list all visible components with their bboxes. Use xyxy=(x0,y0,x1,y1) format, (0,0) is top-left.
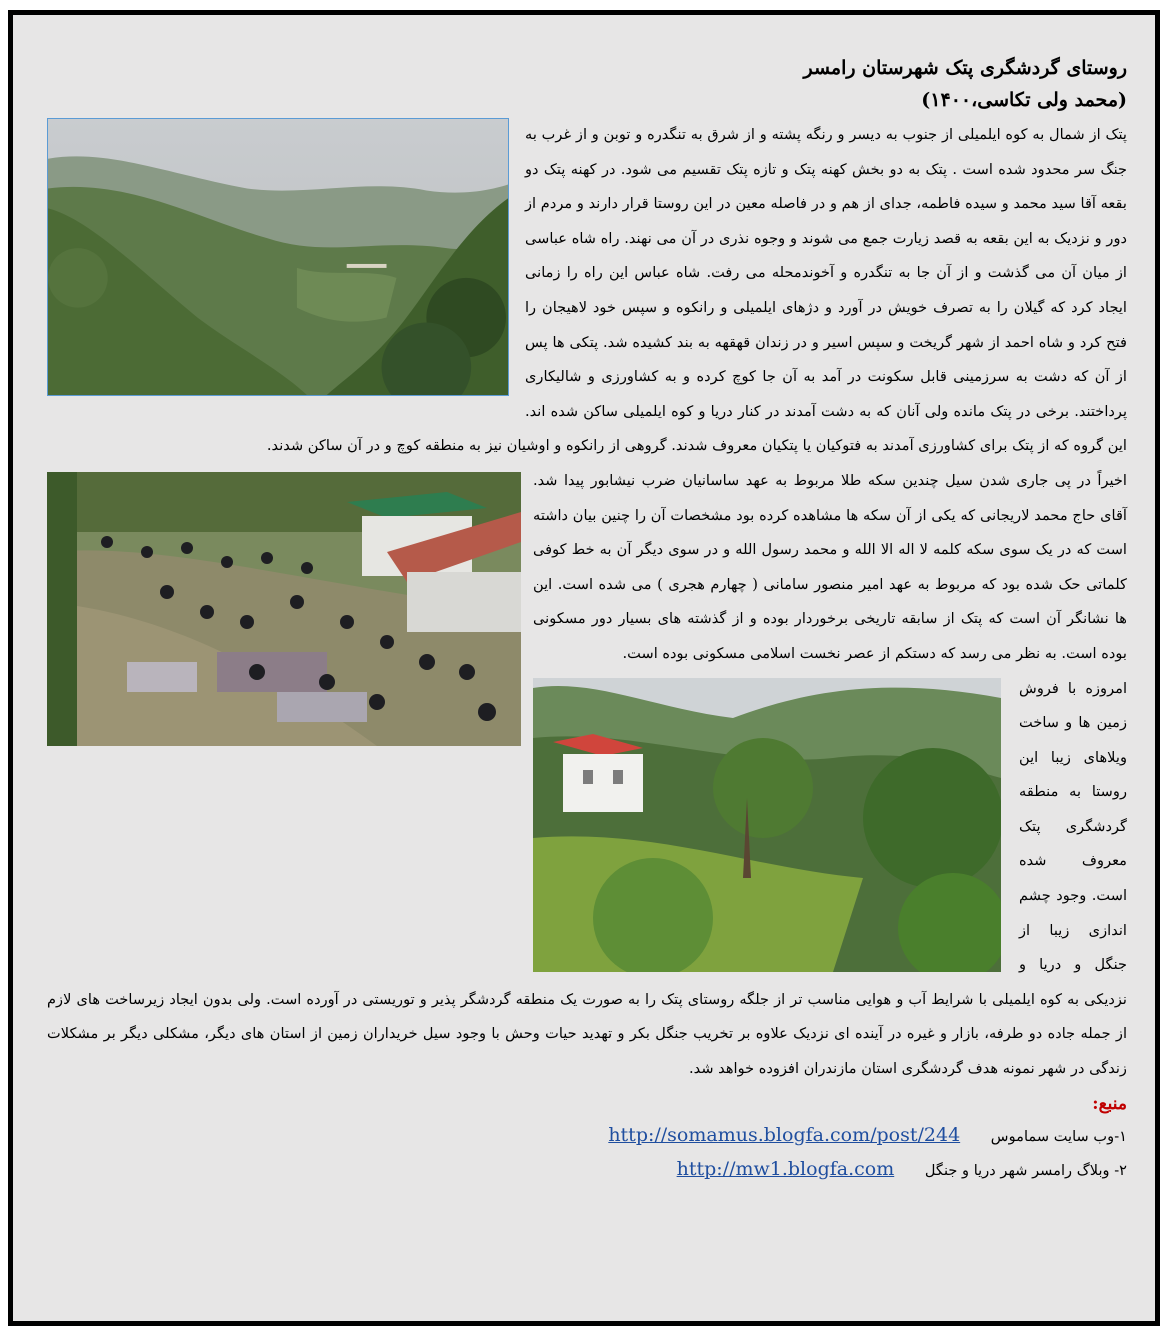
source-2-label: ۲- وبلاگ رامسر شهر دریا و جنگل xyxy=(924,1161,1127,1179)
document-page xyxy=(13,15,1155,1321)
source-1-link[interactable]: http://somamus.blogfa.com/post/244 xyxy=(608,1123,961,1146)
paragraph-2: اخیراً در پی جاری شدن سیل چندین سکه طلا مربوط به عهد ساسانیان ضرب نیشابور پیدا شد. آقای حاج محمد لاریجانی که یکی از آن سکه ها مشاهده کرده بود مشخصات آن را چنین بیان داشته است که در یک سوی سکه کلمه لا اله الا الله و محمد رسول الله و در سوی دیگر آن به خط کوفی کلماتی حک شده بود که مربوط به عهد امیر منصور سامانی ( چهارم هجری ) می شده است. این ها نشانگر آن است که پتک از سابقه تاریخی برخوردار بوده و از گذشته های بسیار دور مسکونی بوده است. به نظر می رسد که دستکم از عصر نخست اسلامی مسکونی بوده است. xyxy=(533,471,1127,662)
paragraph-1: پتک از شمال به کوه ایلمیلی از جنوب به دیسر و رنگه پشته و از شرق به تنگدره و توبن و از غرب به جنگ سر محدود شده است . پتک به دو بخش کهنه پتک و تازه پتک تقسیم می شود. در کهنه پتک دو بقعه آقا سید محمد و سیده فاطمه، جدای از هم و در فاصله معین در این روستا قرار دارند و مردم از دور و نزدیک به این بقعه به قصد زیارت جمع می شوند و وجوه نذری در آن می نهند. راه شاه عباسی از میان آن می گذشت و از آن جا به تنگدره و آخوندمحله می رفت. شاه عباس این راه را زمانی ایجاد کرد که گیلان را به تصرف خویش در آورد و دژهای ایلمیلی و رانکوه و سپس خود لاهیجان را فتح کرد و شاه احمد از شهر گریخت و سپس اسیر و در زندان قهقهه به بند کشیده شد. پتکی ها پس از آن که دشت به سرزمینی قابل سکونت در آمد به آن جا کوچ کرده و به کشاورزی و شالیکاری پرداختند. برخی در پتک مانده ولی آنان که به دشت آمدند در کنار دریا و کوه ایلمیلی ساکن شده اند. این گروه که از پتک برای کشاورزی آمدند به فتوکیان یا پتکیان معروف شدند. گروهی از رانکوه و اوشیان نیز به منطقه کوچ و در آن ساکن شدند. xyxy=(266,126,1127,455)
forest-villa-photo xyxy=(533,678,1001,972)
source-item-1 xyxy=(47,1119,1127,1153)
crowd-gathering-photo xyxy=(47,472,521,746)
sources-heading: منبع: xyxy=(1092,1093,1127,1114)
article-title: روستای گردشگری پتک شهرستان رامسر xyxy=(803,57,1127,79)
page-frame xyxy=(8,10,1160,1326)
mountain-valley-photo xyxy=(47,118,509,396)
source-item-2 xyxy=(47,1153,1127,1187)
article-body xyxy=(47,118,1127,1187)
source-2-link[interactable]: http://mw1.blogfa.com xyxy=(676,1157,895,1180)
paragraph-3: امروزه با فروش زمین ها و ساخت ویلاهای زیبا این روستا به منطقه گردشگری پتک معروف شده است. وجود چشم اندازی زیبا از جنگل و دریا و نزدیکی به کوه ایلمیلی با شرایط آب و هوایی مناسب تر از جلگه روستای پتک را به صورت یک منطقه گردشگر پذیر و توریستی در آورده است. ولی بدون ایجاد زیرساخت های لازم از جمله جاده دو طرفه، بازار و غیره در آینده ای نزدیک علاوه بر تخریب جنگل بکر و تهدید حیات وحش با وجود سیل خریداران زمین از استان های دیگر، مشکلی دیگر بر مشکلات زندگی در شهر نمونه هدف گردشگری استان مازندران افزوده خواهد شد. xyxy=(47,679,1127,1078)
source-1-label: ۱-وب سایت سماموس xyxy=(990,1127,1127,1145)
article-author-year: (محمد ولی تکاسی،۱۴۰۰) xyxy=(921,89,1127,111)
